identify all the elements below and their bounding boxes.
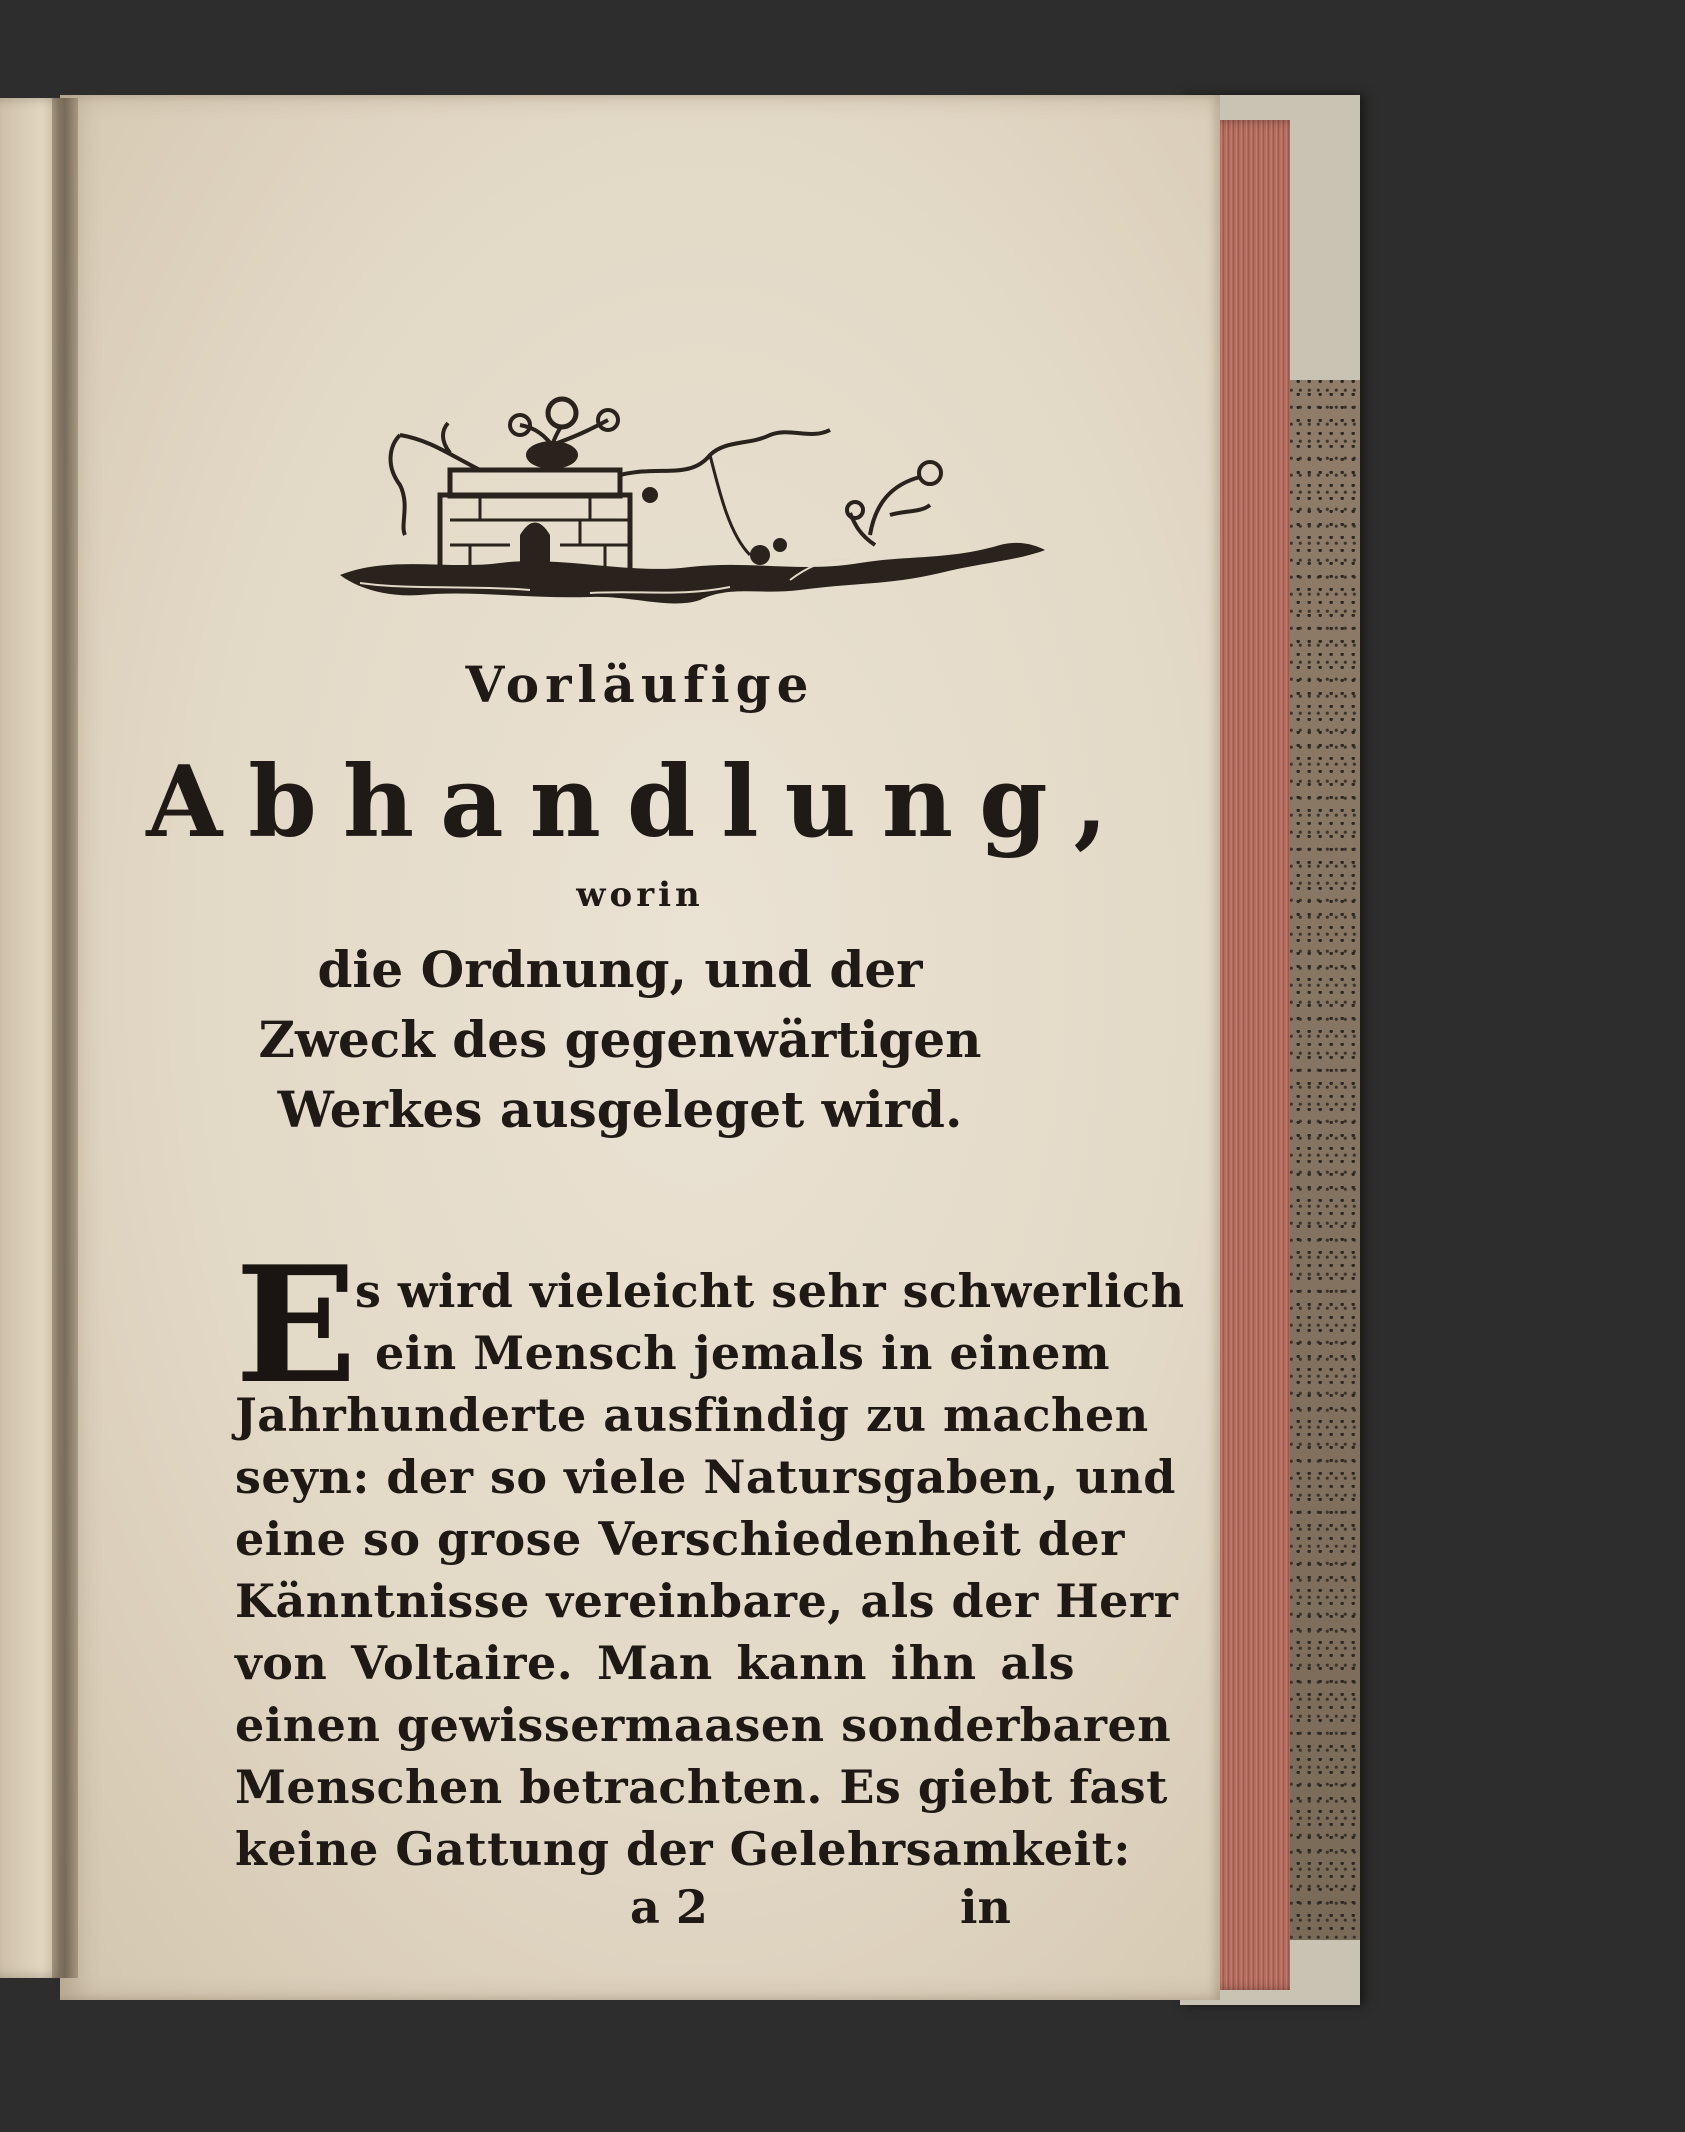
marbled-cover-paper [1285,380,1360,1940]
book-gutter-shadow [52,98,78,1978]
title-connector: worin [576,875,704,915]
text-line: Menschen betrachten. Es giebt fast [235,1760,1168,1814]
catchword: in [960,1880,1011,1934]
text-line: einen gewissermaasen sonderbaren [235,1698,1172,1752]
title-subtitle: die Ordnung, und der Zweck des gegenwärtigen Werkes ausgeleget wird. [258,940,982,1139]
title-main: Abhandlung, [146,745,1134,860]
text-line: von Voltaire. Man kann ihn als [235,1636,1075,1690]
text-line: Jahrhunderte ausfindig zu machen [235,1388,1149,1442]
signature-mark: a 2 [630,1880,708,1934]
text-line: keine Gattung der Gelehrsamkeit: [235,1822,1131,1876]
text-line: seyn: der so viele Natursgaben, und [235,1450,1176,1504]
vignette-ornament-icon [330,385,1050,645]
title-line-1: Vorläufige [465,655,815,714]
book-page [60,95,1220,2000]
text-line: eine so grose Verschiedenheit der [235,1512,1125,1566]
body-paragraph [235,1260,1185,1880]
text-line: Känntnisse vereinbare, als der Herr [235,1574,1179,1628]
drop-cap-initial: E [235,1231,357,1419]
text-line: ein Mensch jemals in einem [375,1326,1111,1380]
text-line: s wird vieleicht sehr schwerlich [355,1264,1185,1318]
